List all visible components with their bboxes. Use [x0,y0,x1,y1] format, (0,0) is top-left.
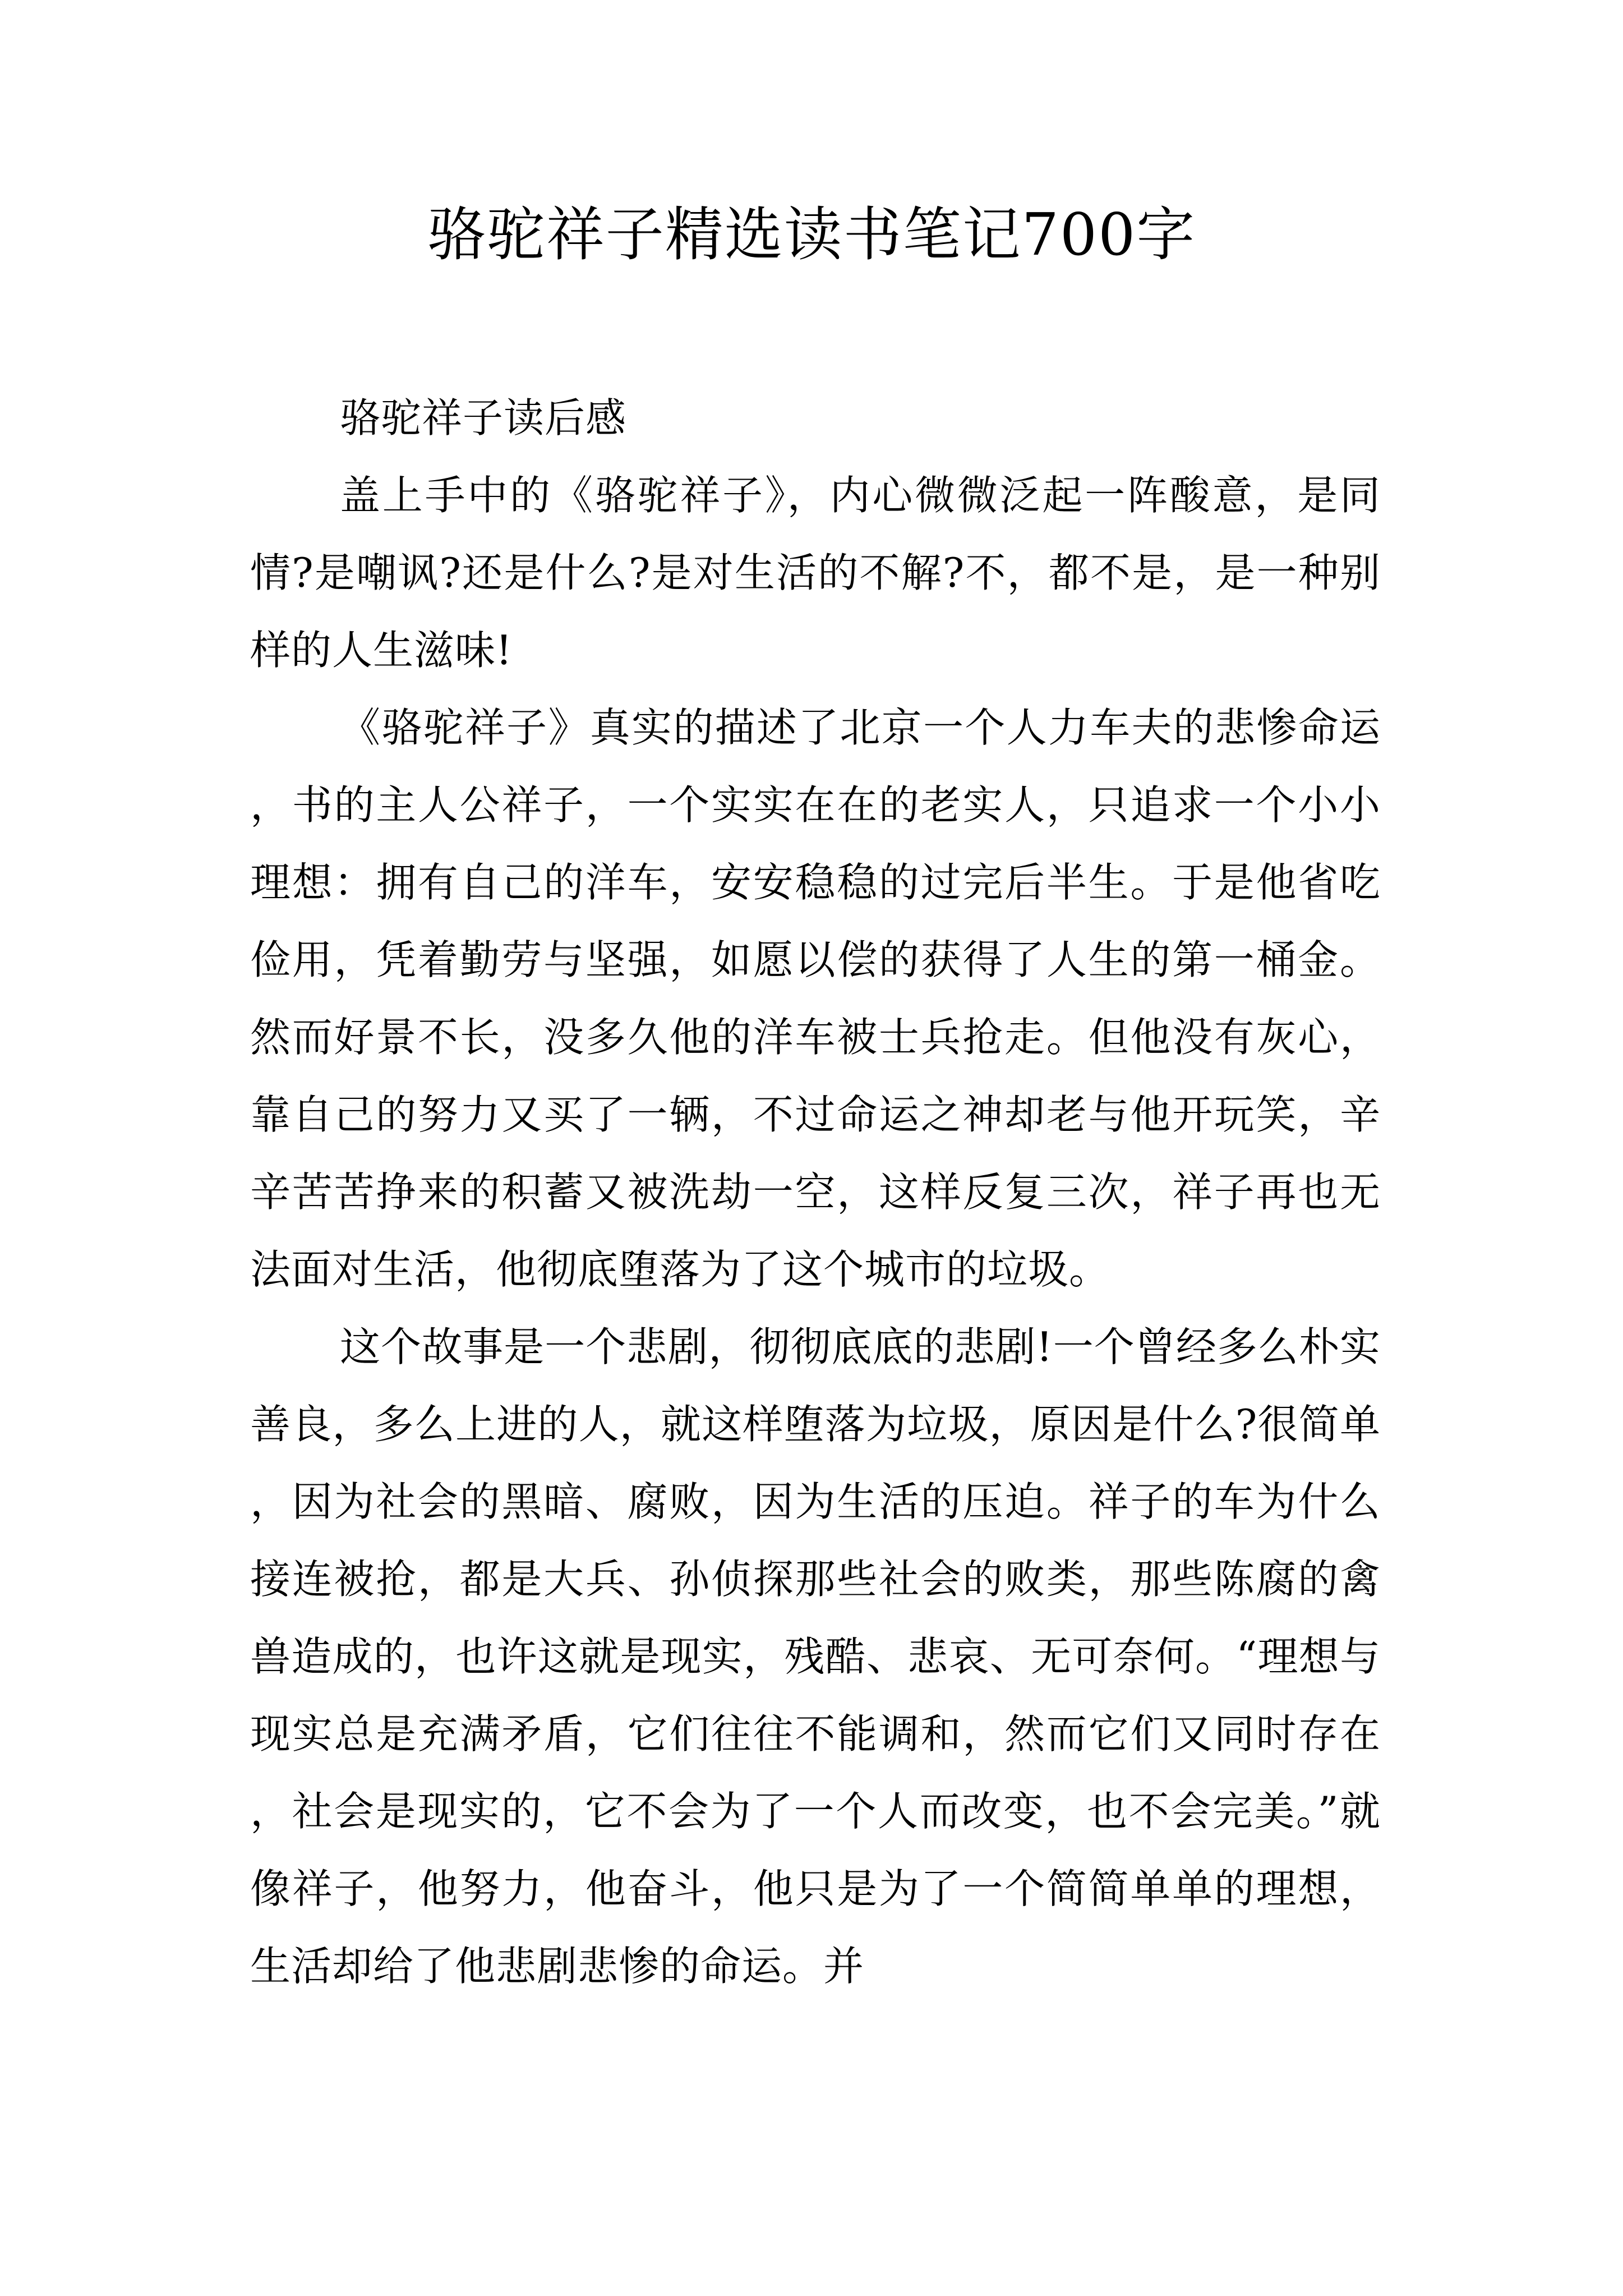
paragraph-2: 《骆驼祥子》真实的描述了北京一个人力车夫的悲惨命运，书的主人公祥子，一个实实在在的老实人，只追求一个小小理想：拥有自己的洋车，安安稳稳的过完后半生。于是他省吃俭用，凭着勤劳与坚强，如愿以偿的获得了人生的第一桶金。然而好景不长，没多久他的洋车被士兵抢走。但他没有灰心，靠自己的努力又买了一辆，不过命运之神却老与他开玩笑，辛辛苦苦挣来的积蓄又被洗劫一空，这样反复三次，祥子再也无法面对生活，他彻底堕落为了这个城市的垃圾。 [250,704,1381,1293]
document-body [250,379,1381,2005]
section-heading: 骆驼祥子读后感 [340,394,627,441]
document-title: 骆驼祥子精选读书笔记700字 [427,200,1196,269]
paragraph-1: 盖上手中的《骆驼祥子》，内心微微泛起一阵酸意，是同情?是嘲讽?还是什么?是对生活的不解?不，都不是，是一种别样的人生滋味! [250,472,1381,674]
paragraph-3: 这个故事是一个悲剧，彻彻底底的悲剧!一个曾经多么朴实善良，多么上进的人，就这样堕落为垃圾，原因是什么?很简单，因为社会的黑暗、腐败，因为生活的压迫。祥子的车为什么接连被抢，都是大兵、孙侦探那些社会的败类，那些陈腐的禽兽造成的，也许这就是现实，残酷、悲哀、无可奈何。“理想与现实总是充满矛盾，它们往往不能调和，然而它们又同时存在，社会是现实的，它不会为了一个人而改变，也不会完美。”就像祥子，他努力，他奋斗，他只是为了一个简简单单的理想，生活却给了他悲剧悲惨的命运。并 [250,1323,1381,1990]
